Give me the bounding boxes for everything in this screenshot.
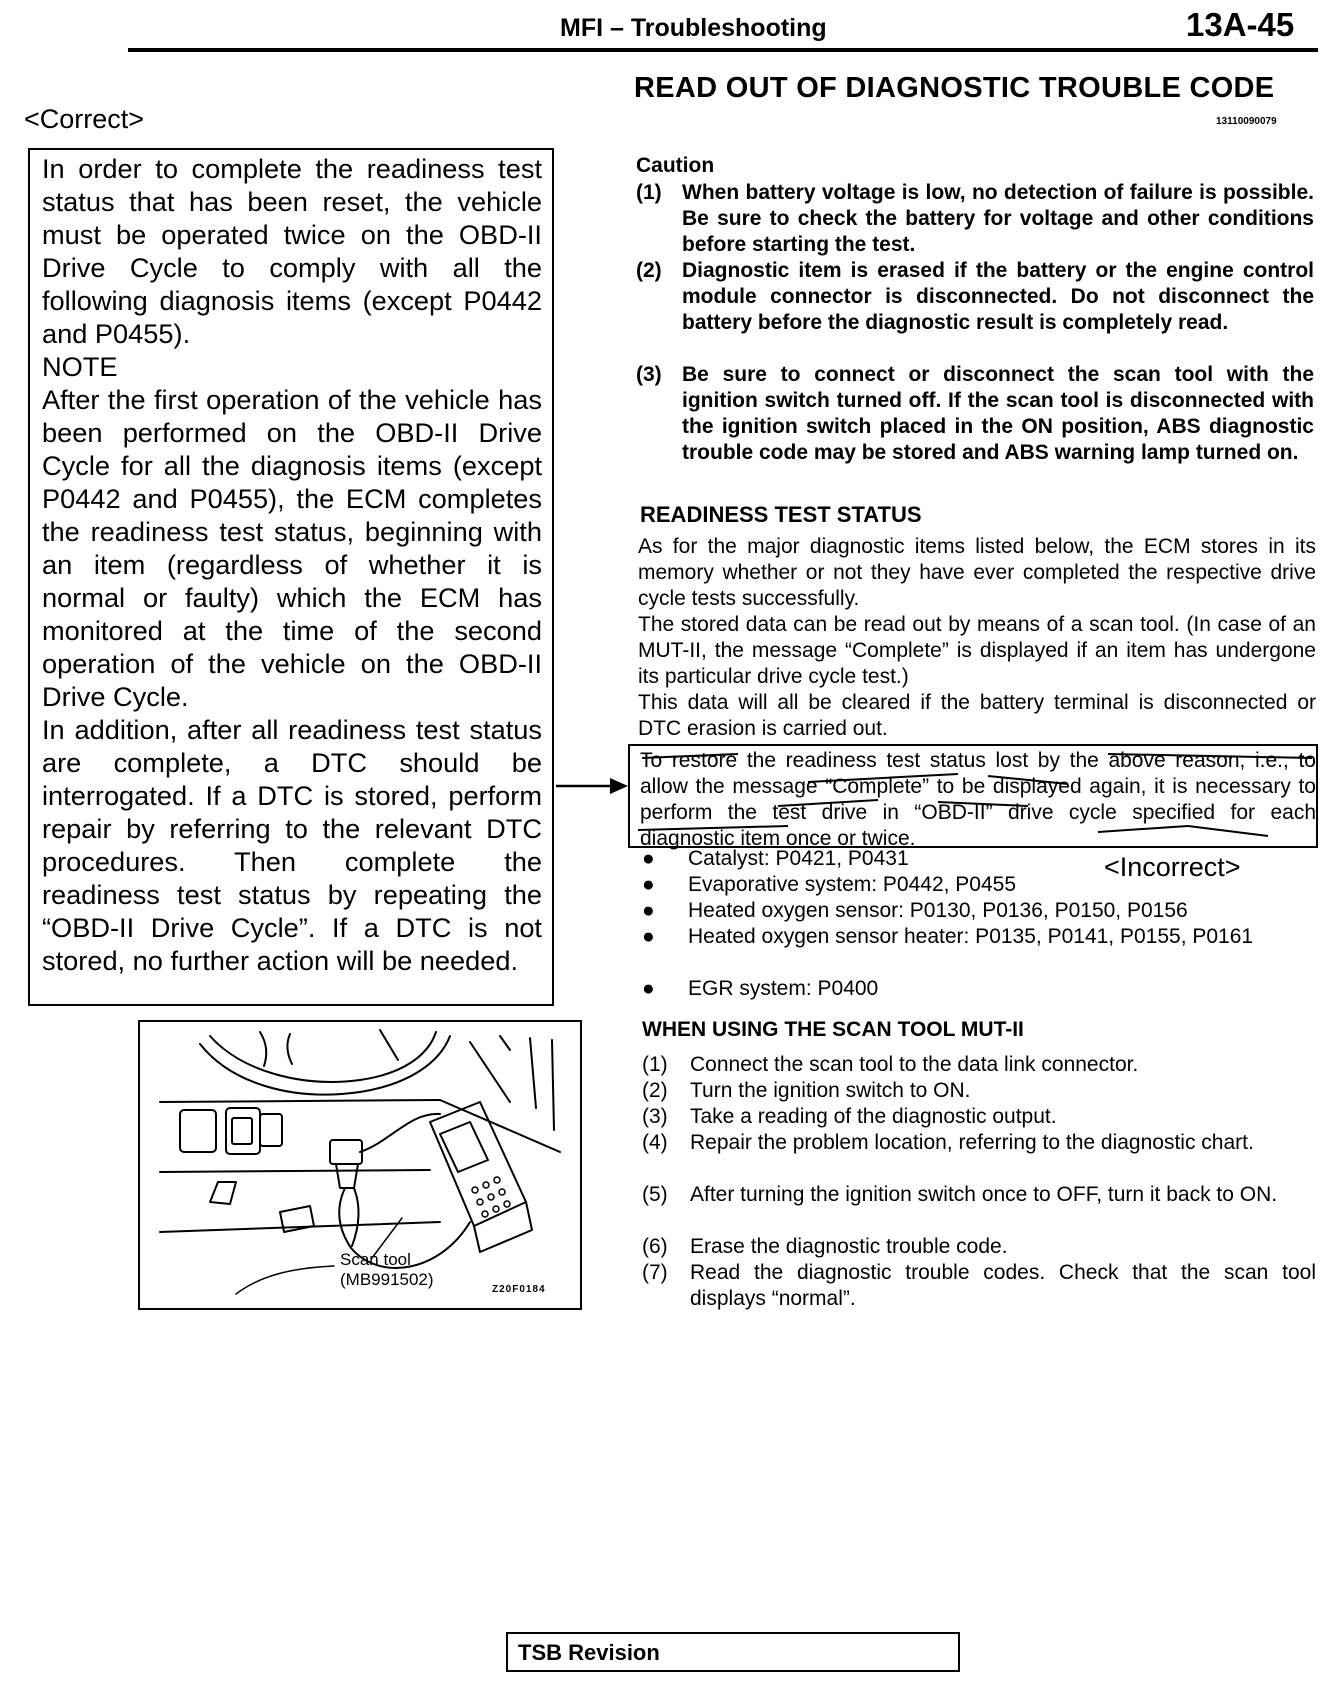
step-text: Read the diagnostic trouble codes. Check that the scan tool displays “normal”. <box>690 1261 1316 1310</box>
caution-item-number: (1) <box>636 181 662 204</box>
incorrect-label: <Incorrect> <box>1104 852 1241 882</box>
list-item <box>640 846 1316 872</box>
readiness-paragraph-3: This data will all be cleared if the battery terminal is disconnected or DTC erasion is carried out. <box>638 691 1316 740</box>
correct-paragraph-2: After the first operation of the vehicle has been performed on the OBD-II Drive Cycle for all the diagnosis items (except P0442 and P0455), the ECM completes the readiness test status, beginning with an item (regardless of whether it is normal or faulty) which the ECM has monitored at the time of the second operation of the vehicle on the OBD-II Drive Cycle. <box>42 384 542 712</box>
list-item <box>640 898 1316 924</box>
strike-through-marks <box>628 744 1318 848</box>
caution-item-number: (3) <box>636 363 662 386</box>
caution-item-number: (2) <box>636 259 662 282</box>
caution-item-text: When battery voltage is low, no detection of failure is possible. Be sure to check the battery for voltage and other conditions before starting the test. <box>682 181 1314 256</box>
bullet-icon: ● <box>642 873 655 896</box>
list-item-text: Catalyst: P0421, P0431 <box>688 847 909 870</box>
readiness-body <box>638 534 1316 742</box>
correct-paragraph-3: In addition, after all readiness test status are complete, a DTC should be interrogated. If a DTC is stored, perform repair by referring to the relevant DTC procedures. Then complete the readiness test status by repeating the “OBD-II Drive Cycle”. If a DTC is not stored, no further action will be needed. <box>42 714 542 976</box>
procedure-step <box>642 1078 1316 1104</box>
caution-item-text: Diagnostic item is erased if the battery or the engine control module connector is disconnected. Do not disconnect the battery before the diagnostic result is completely read. <box>682 259 1314 334</box>
step-text: Repair the problem location, referring to the diagnostic chart. <box>690 1131 1254 1154</box>
header-rule <box>128 48 1318 52</box>
incorrect-paragraph: To restore the readiness test status lost by the above reason, i.e., to allow the message “Complete” to be displayed again, it is necessary to perform the test drive in “OBD-II” drive cycle specified for each diagnostic item once or twice. <box>640 749 1316 850</box>
correct-label: <Correct> <box>24 104 145 134</box>
list-item <box>640 976 1316 1002</box>
caution-item <box>636 180 1314 258</box>
step-number: (6) <box>642 1235 668 1258</box>
list-item <box>640 924 1316 950</box>
figure-code: Z20F0184 <box>492 1284 546 1295</box>
step-number: (3) <box>642 1105 668 1128</box>
step-text: Take a reading of the diagnostic output. <box>690 1105 1057 1128</box>
figure-label-line-2: (MB991502) <box>340 1270 434 1289</box>
step-text: Erase the diagnostic trouble code. <box>690 1235 1008 1258</box>
caution-heading: Caution <box>636 154 715 177</box>
procedure-step <box>642 1130 1316 1156</box>
document-code: 13110090079 <box>1216 116 1277 127</box>
step-number: (5) <box>642 1183 668 1206</box>
arrow-icon <box>554 770 630 800</box>
list-item <box>640 872 1316 898</box>
note-heading: NOTE <box>42 351 118 382</box>
correct-paragraph-1: In order to complete the readiness test status that has been reset, the vehicle must be operated twice on the OBD-II Drive Cycle to comply with all the following diagnosis items (except P0442 and P0455). <box>42 153 542 349</box>
list-item-text: EGR system: P0400 <box>688 977 879 1000</box>
procedure-step <box>642 1260 1316 1312</box>
figure-callout <box>340 1250 434 1290</box>
step-number: (4) <box>642 1131 668 1154</box>
step-text: Turn the ignition switch to ON. <box>690 1079 971 1102</box>
list-item-text: Heated oxygen sensor heater: P0135, P0141, P0155, P0161 <box>688 925 1254 948</box>
caution-item <box>636 258 1314 336</box>
step-number: (7) <box>642 1261 668 1284</box>
bullet-icon: ● <box>642 847 655 870</box>
list-item-text: Heated oxygen sensor: P0130, P0136, P0150, P0156 <box>688 899 1188 922</box>
list-item-text: Evaporative system: P0442, P0455 <box>688 873 1017 896</box>
figure-label-line-1: Scan tool <box>340 1250 411 1269</box>
scan-tool-heading: WHEN USING THE SCAN TOOL MUT-II <box>642 1018 1024 1041</box>
procedure-step <box>642 1052 1316 1078</box>
procedure-step <box>642 1182 1316 1208</box>
procedure-step <box>642 1104 1316 1130</box>
readiness-paragraph-2: The stored data can be read out by means of a scan tool. (In case of an MUT-II, the message “Complete” is displayed if an item has undergone its particular drive cycle test.) <box>638 613 1316 688</box>
bullet-icon: ● <box>642 899 655 922</box>
page-number: 13A-45 <box>1186 6 1295 43</box>
step-number: (1) <box>642 1053 668 1076</box>
bullet-icon: ● <box>642 977 655 1000</box>
correct-note-box <box>28 148 554 1006</box>
readiness-heading: READINESS TEST STATUS <box>640 502 922 527</box>
running-header-title: MFI – Troubleshooting <box>560 14 827 42</box>
step-text: After turning the ignition switch once to OFF, turn it back to ON. <box>690 1183 1278 1206</box>
step-number: (2) <box>642 1079 668 1102</box>
step-text: Connect the scan tool to the data link connector. <box>690 1053 1139 1076</box>
readiness-paragraph-1: As for the major diagnostic items listed below, the ECM stores in its memory whether or not they have ever completed the respective drive cycle tests successfully. <box>638 535 1316 610</box>
section-title: READ OUT OF DIAGNOSTIC TROUBLE CODE <box>634 72 1275 104</box>
scan-tool-figure <box>138 1020 582 1310</box>
bullet-icon: ● <box>642 925 655 948</box>
caution-item <box>636 362 1314 466</box>
tsb-revision-label: TSB Revision <box>518 1640 660 1665</box>
caution-item-text: Be sure to connect or disconnect the scan tool with the ignition switch turned off. If the scan tool is disconnected with the ignition switch placed in the ON position, ABS diagnostic trouble code may be stored and ABS warning lamp turned on. <box>682 363 1314 464</box>
procedure-step <box>642 1234 1316 1260</box>
